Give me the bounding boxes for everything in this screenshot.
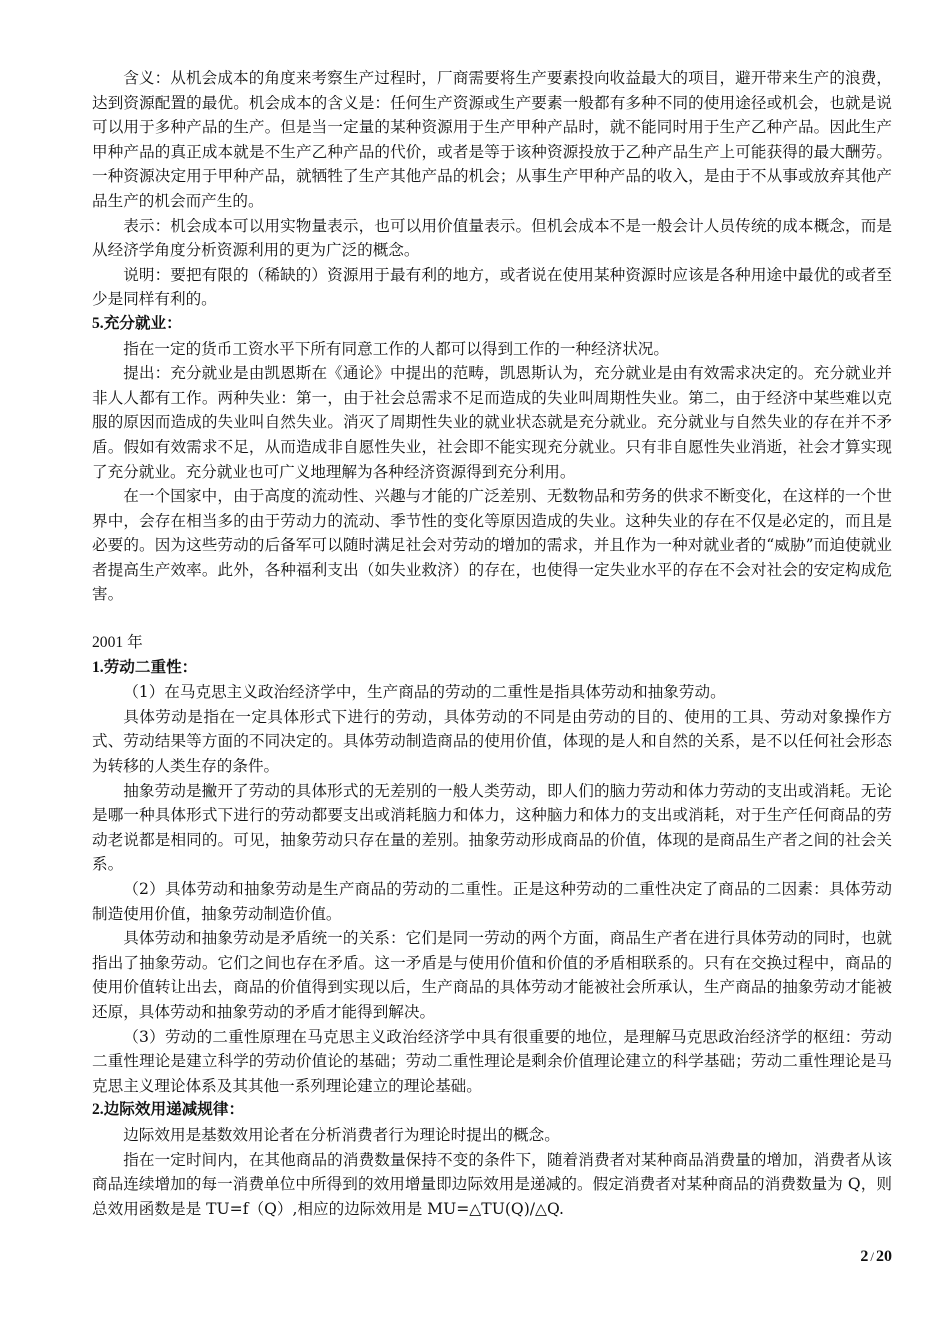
full-employment-definition-paragraph: 指在一定的货币工资水平下所有同意工作的人都可以得到工作的一种经济状况。 xyxy=(123,339,669,358)
marginal-utility-paragraph-2: 指在一定时间内，在其他商品的消费数量保持不变的条件下，随着消费者对某种商品消费量的增加，消费者从该商品连续增加的每一消费单位中所得到的效用增量即边际效用是递减的。假定消费者对某种商品的消费数量为 Q，则总效用函数是是 TU=f（Q）,相应的边际效用是 MU=△TU(Q)/△Q. xyxy=(92,1150,892,1218)
dual-labor-paragraph-4: （2）具体劳动和抽象劳动是生产商品的劳动的二重性。正是这种劳动的二重性决定了商品的二因素：具体劳动制造使用价值，抽象劳动制造价值。 xyxy=(92,880,892,923)
dual-labor-paragraph-2: 具体劳动是指在一定具体形式下进行的劳动，具体劳动的不同是由劳动的目的、使用的工具、劳动对象操作方式、劳动结果等方面的不同决定的。具体劳动制造商品的使用价值，体现的是人和自然的关系，是不以任何社会形态为转移的人类生存的条件。 xyxy=(92,707,892,776)
page-number xyxy=(860,1248,892,1266)
total-page-count: 20 xyxy=(876,1248,892,1265)
opportunity-cost-meaning-paragraph: 含义：从机会成本的角度来考察生产过程时，厂商需要将生产要素投向收益最大的项目，避开带来生产的浪费，达到资源配置的最优。机会成本的含义是：任何生产资源或生产要素一般都有多种不同的使用途径或机会，也就是说可以用于多种产品的生产。但是当一定量的某种资源用于生产甲种产品时，就不能同时用于生产乙种产品。因此生产甲种产品的真正成本就是不生产乙种产品的代价，或者是等于该种资源投放于乙种产品生产上可能获得的最大酬劳。一种资源决定用于甲种产品，就牺牲了生产其他产品的机会；从事生产甲种产品的收入，是由于不从事或放弃其他产品生产的机会而产生的。 xyxy=(92,69,892,210)
full-employment-origin-paragraph: 提出：充分就业是由凯恩斯在《通论》中提出的范畴，凯恩斯认为，充分就业是由有效需求决定的。充分就业并非人人都有工作。两种失业：第一，由于社会总需求不足而造成的失业叫周期性失业。第二，由于经济中某些难以克服的原因而造成的失业叫自然失业。消灭了周期性失业的就业状态就是充分就业。充分就业与自然失业的存在并不矛盾。假如有效需求不足，从而造成非自愿性失业，社会即不能实现充分就业。只有非自愿性失业消逝，社会才算实现了充分就业。充分就业也可广义地理解为各种经济资源得到充分利用。 xyxy=(92,364,892,481)
dual-labor-paragraph-5: 具体劳动和抽象劳动是矛盾统一的关系：它们是同一劳动的两个方面，商品生产者在进行具体劳动的同时，也就指出了抽象劳动。它们之间也存在矛盾。这一矛盾是与使用价值和价值的矛盾相联系的。只有在交换过程中，商品的使用价值转让出去，商品的价值得到实现以后，生产商品的具体劳动才能被社会所承认，生产商品的抽象劳动才能被还原，具体劳动和抽象劳动的矛盾才能得到解决。 xyxy=(92,929,892,1021)
opportunity-cost-representation-paragraph: 表示：机会成本可以用实物量表示，也可以用价值量表示。但机会成本不是一般会计人员传统的成本概念，而是从经济学角度分析资源利用的更为广泛的概念。 xyxy=(92,216,892,260)
marginal-utility-heading: 2.边际效用递减规律： xyxy=(92,1101,245,1119)
marginal-utility-paragraph-1: 边际效用是基数效用论者在分析消费者行为理论时提出的概念。 xyxy=(123,1125,560,1144)
full-employment-heading: 5.充分就业： xyxy=(92,314,182,332)
document-page xyxy=(92,66,892,1221)
year-label: 2001 年 xyxy=(92,634,143,652)
dual-labor-heading: 1.劳动二重性： xyxy=(92,658,198,676)
dual-labor-paragraph-1: （1）在马克思主义政治经济学中，生产商品的劳动的二重性是指具体劳动和抽象劳动。 xyxy=(123,683,726,702)
dual-labor-paragraph-3: 抽象劳动是撇开了劳动的具体形式的无差别的一般人类劳动，即人们的脑力劳动和体力劳动的支出或消耗。无论是哪一种具体形式下进行的劳动都要支出或消耗脑力和体力，这种脑力和体力的支出或消耗，对于生产任何商品的劳动老说都是相同的。可见，抽象劳动只存在量的差别。抽象劳动形成商品的价值，体现的是商品生产者之间的社会关系。 xyxy=(92,781,892,874)
page-separator: / xyxy=(870,1249,874,1264)
full-employment-country-paragraph: 在一个国家中，由于高度的流动性、兴趣与才能的广泛差别、无数物品和劳务的供求不断变化，在这样的一个世界中，会存在相当多的由于劳动力的流动、季节性的变化等原因造成的失业。这种失业的存在不仅是必定的，而且是必要的。因为这些劳动的后备军可以随时满足社会对劳动的增加的需求，并且作为一种对就业者的“威胁”而迫使就业者提高生产效率。此外，各种福利支出（如失业救济）的存在，也使得一定失业水平的存在不会对社会的安定构成危害。 xyxy=(92,487,892,604)
dual-labor-paragraph-6: （3）劳动的二重性原理在马克思主义政治经济学中具有很重要的地位，是理解马克思政治经济学的枢纽：劳动二重性理论是建立科学的劳动价值论的基础；劳动二重性理论是剩余价值理论建立的科学基础；劳动二重性理论是马克思主义理论体系及其其他一系列理论建立的理论基础。 xyxy=(92,1027,892,1095)
current-page-number: 2 xyxy=(860,1248,869,1265)
opportunity-cost-explanation-paragraph: 说明：要把有限的（稀缺的）资源用于最有利的地方，或者说在使用某种资源时应该是各种用途中最优的或者至少是同样有利的。 xyxy=(92,265,892,309)
